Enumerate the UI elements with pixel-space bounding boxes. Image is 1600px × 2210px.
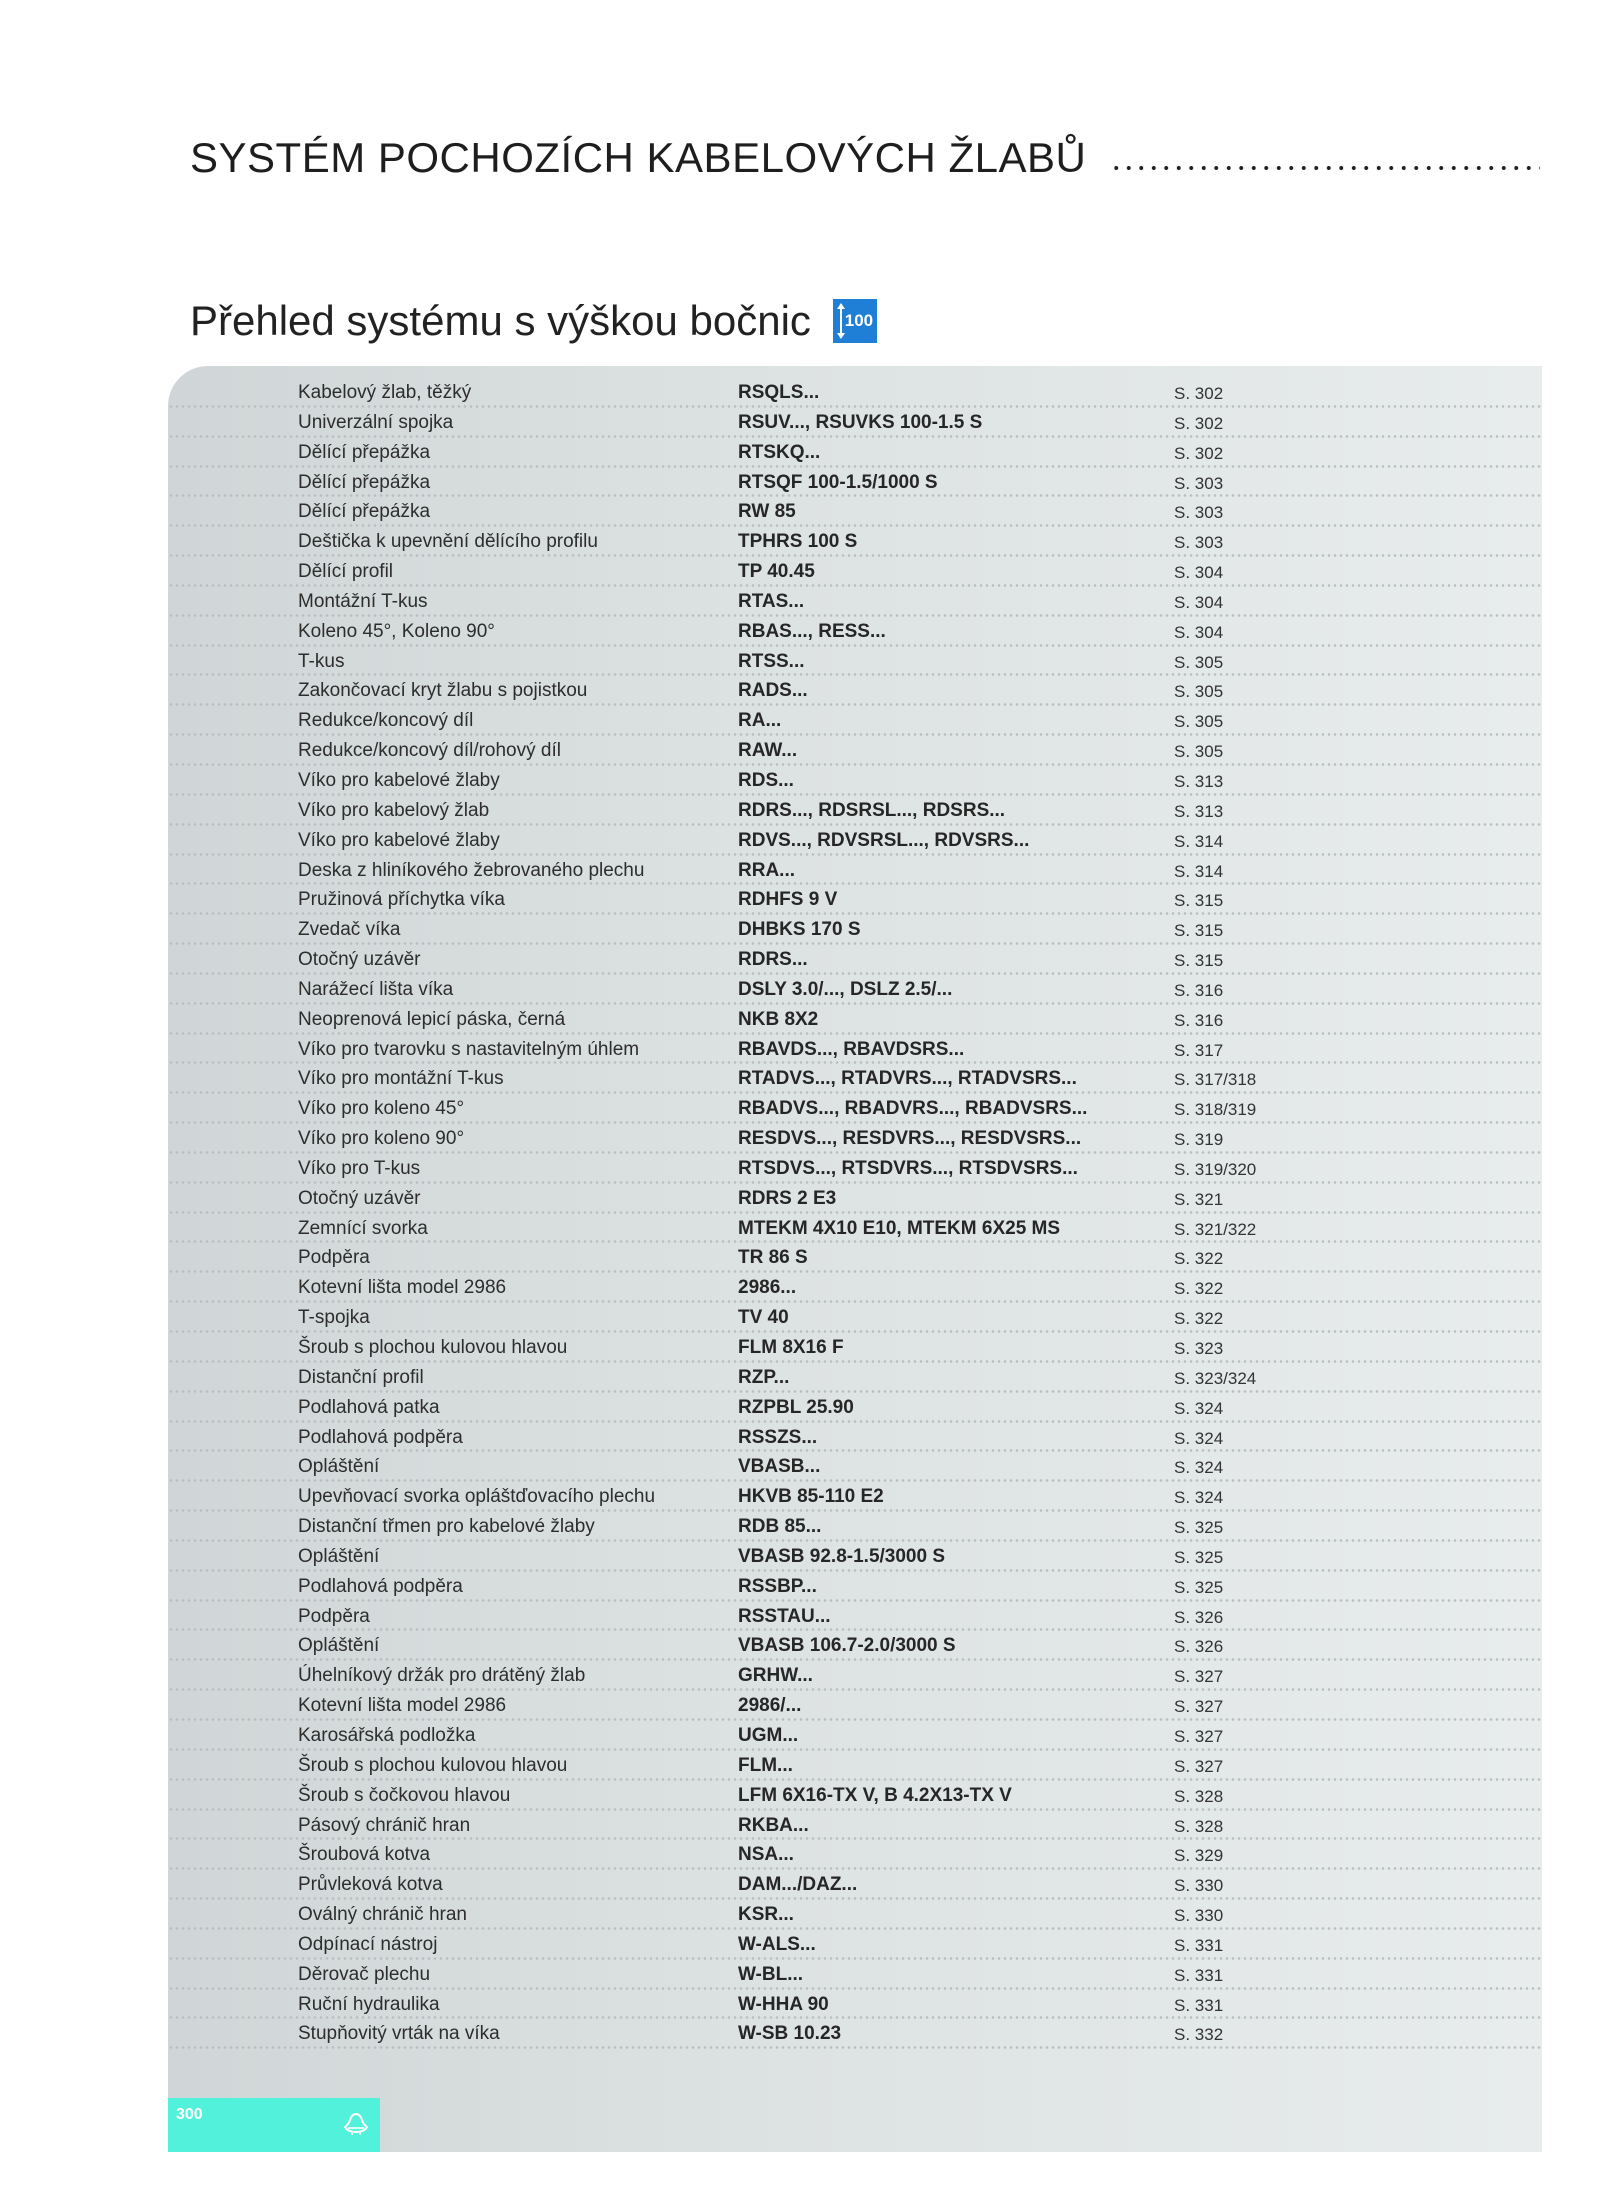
item-code: DAM.../DAZ... — [738, 1874, 858, 1896]
item-name: Dělící profil — [298, 561, 394, 583]
list-item — [168, 1900, 1542, 1930]
list-item — [168, 1512, 1542, 1542]
item-code: RSSTAU... — [738, 1605, 831, 1627]
list-item — [168, 408, 1542, 438]
list-item — [168, 378, 1542, 408]
height-100-badge — [833, 299, 877, 343]
item-page: S. 328 — [1174, 1786, 1224, 1806]
list-item — [168, 1691, 1542, 1721]
item-code: RADS... — [738, 680, 808, 702]
item-page: S. 305 — [1174, 712, 1224, 732]
item-page: S. 324 — [1174, 1458, 1224, 1478]
item-name: Podlahová podpěra — [298, 1426, 463, 1448]
item-page: S. 319 — [1174, 1130, 1224, 1150]
item-code: RDRS 2 E3 — [738, 1187, 837, 1209]
item-code: RRA... — [738, 859, 795, 881]
item-page: S. 304 — [1174, 622, 1224, 642]
list-item — [168, 2019, 1542, 2049]
item-code: RDRS... — [738, 949, 808, 971]
item-page: S. 315 — [1174, 921, 1224, 941]
item-code: RTAS... — [738, 590, 805, 612]
dotted-leader — [1110, 164, 1540, 172]
list-item — [168, 1452, 1542, 1482]
list-item — [168, 1094, 1542, 1124]
list-item — [168, 1751, 1542, 1781]
item-code: TPHRS 100 S — [738, 531, 858, 553]
item-name: Podpěra — [298, 1605, 370, 1627]
item-code: W-ALS... — [738, 1933, 816, 1955]
item-code: RSQLS... — [738, 382, 820, 403]
item-name: Podlahová podpěra — [298, 1575, 463, 1597]
section-heading — [190, 297, 877, 345]
item-page: S. 331 — [1174, 1935, 1224, 1955]
item-page: S. 327 — [1174, 1697, 1224, 1717]
item-page: S. 327 — [1174, 1667, 1224, 1687]
item-name: Otočný uzávěr — [298, 949, 421, 971]
item-name: Víko pro montážní T-kus — [298, 1068, 504, 1090]
item-name: Kabelový žlab, těžký — [298, 382, 472, 403]
item-name: Zakončovací kryt žlabu s pojistkou — [298, 680, 588, 702]
item-name: Odpínací nástroj — [298, 1933, 438, 1955]
item-code: UGM... — [738, 1724, 799, 1746]
item-page: S. 302 — [1174, 384, 1224, 403]
item-page: S. 326 — [1174, 1607, 1224, 1627]
item-code: VBASB 106.7-2.0/3000 S — [738, 1635, 956, 1657]
list-item — [168, 1184, 1542, 1214]
item-page: S. 326 — [1174, 1637, 1224, 1657]
page-tab — [168, 2098, 380, 2152]
item-name: Opláštění — [298, 1545, 380, 1567]
list-item — [168, 885, 1542, 915]
item-page: S. 304 — [1174, 563, 1224, 583]
item-page: S. 330 — [1174, 1906, 1224, 1926]
list-item — [168, 1960, 1542, 1990]
item-code: W-HHA 90 — [738, 1993, 829, 2015]
item-code: RDHFS 9 V — [738, 889, 838, 911]
list-item — [168, 975, 1542, 1005]
list-item — [168, 557, 1542, 587]
item-code: RTSQF 100-1.5/1000 S — [738, 471, 938, 493]
item-page: S. 321/322 — [1174, 1219, 1257, 1239]
item-name: Víko pro tvarovku s nastavitelným úhlem — [298, 1038, 640, 1060]
item-name: Deštička k upevnění dělícího profilu — [298, 531, 598, 553]
list-item — [168, 587, 1542, 617]
item-code: HKVB 85-110 E2 — [738, 1486, 884, 1508]
item-page: S. 317/318 — [1174, 1070, 1257, 1090]
item-page: S. 305 — [1174, 682, 1224, 702]
item-page: S. 316 — [1174, 1010, 1224, 1030]
item-name: Univerzální spojka — [298, 411, 454, 433]
item-code: 2986... — [738, 1277, 797, 1299]
item-name: Narážecí lišta víka — [298, 978, 454, 1000]
item-name: Neoprenová lepicí páska, černá — [298, 1008, 566, 1030]
item-page: S. 331 — [1174, 1995, 1224, 2015]
list-item — [168, 1811, 1542, 1841]
item-name: Šroub s plochou kulovou hlavou — [298, 1337, 568, 1358]
item-page: S. 319/320 — [1174, 1159, 1257, 1179]
item-name: Pružinová příchytka víka — [298, 889, 505, 911]
item-page: S. 324 — [1174, 1488, 1224, 1508]
item-page: S. 313 — [1174, 771, 1224, 791]
item-page: S. 305 — [1174, 652, 1224, 672]
item-name: Karosářská podložka — [298, 1724, 476, 1746]
list-item — [168, 736, 1542, 766]
item-code: RDVS..., RDVSRSL..., RDVSRS... — [738, 829, 1030, 851]
item-code: RBAVDS..., RBAVDSRS... — [738, 1038, 965, 1060]
list-item — [168, 945, 1542, 975]
item-name: Redukce/koncový díl — [298, 710, 474, 732]
overview-list — [168, 378, 1542, 2049]
item-name: Pásový chránič hran — [298, 1814, 471, 1836]
item-page: S. 327 — [1174, 1726, 1224, 1746]
page-header — [190, 122, 1540, 182]
item-code: TR 86 S — [738, 1247, 808, 1269]
item-code: W-SB 10.23 — [738, 2023, 842, 2045]
item-name: Dělící přepážka — [298, 441, 431, 463]
item-page: S. 324 — [1174, 1428, 1224, 1448]
list-item — [168, 438, 1542, 468]
item-page: S. 318/319 — [1174, 1100, 1257, 1120]
list-item — [168, 1990, 1542, 2020]
item-name: Opláštění — [298, 1456, 380, 1478]
item-page: S. 323 — [1174, 1339, 1224, 1358]
item-name: Oválný chránič hran — [298, 1904, 467, 1926]
item-name: Koleno 45°, Koleno 90° — [298, 620, 495, 642]
item-name: Zemnící svorka — [298, 1217, 428, 1239]
item-code: RTSKQ... — [738, 441, 821, 463]
item-page: S. 316 — [1174, 980, 1224, 1000]
list-item — [168, 796, 1542, 826]
list-item — [168, 1930, 1542, 1960]
item-name: Šroub s plochou kulovou hlavou — [298, 1754, 568, 1776]
list-item — [168, 1542, 1542, 1572]
item-page: S. 313 — [1174, 801, 1224, 821]
item-name: Víko pro koleno 90° — [298, 1128, 465, 1150]
item-code: RAW... — [738, 740, 798, 762]
item-code: RBAS..., RESS... — [738, 620, 886, 642]
item-page: S. 322 — [1174, 1279, 1224, 1299]
item-name: Podlahová patka — [298, 1396, 440, 1418]
list-item — [168, 1243, 1542, 1273]
item-name: Víko pro kabelový žlab — [298, 799, 490, 821]
vertical-arrow-icon — [837, 303, 845, 339]
item-page: S. 327 — [1174, 1756, 1224, 1776]
list-item — [168, 647, 1542, 677]
item-name: Podpěra — [298, 1247, 370, 1269]
item-page: S. 331 — [1174, 1965, 1224, 1985]
item-name: Otočný uzávěr — [298, 1187, 421, 1209]
cable-tray-icon — [340, 2108, 372, 2140]
item-page: S. 315 — [1174, 891, 1224, 911]
item-name: Stupňovitý vrták na víka — [298, 2023, 500, 2045]
list-item — [168, 1303, 1542, 1333]
item-code: MTEKM 4X10 E10, MTEKM 6X25 MS — [738, 1217, 1061, 1239]
list-item — [168, 468, 1542, 498]
badge-value: 100 — [844, 311, 874, 330]
section-title: Přehled systému s výškou bočnic — [190, 297, 811, 344]
page-number: 300 — [176, 2106, 203, 2123]
list-item — [168, 1870, 1542, 1900]
list-item — [168, 1631, 1542, 1661]
item-name: Dělící přepážka — [298, 501, 431, 523]
item-page: S. 322 — [1174, 1309, 1224, 1329]
list-item — [168, 915, 1542, 945]
item-code: DHBKS 170 S — [738, 919, 861, 941]
item-page: S. 332 — [1174, 2025, 1224, 2045]
item-name: Deska z hliníkového žebrovaného plechu — [298, 859, 645, 881]
list-item — [168, 856, 1542, 886]
item-page: S. 329 — [1174, 1846, 1224, 1866]
list-item — [168, 1661, 1542, 1691]
item-code: RTADVS..., RTADVRS..., RTADVSRS... — [738, 1068, 1077, 1090]
item-name: Ruční hydraulika — [298, 1993, 440, 2015]
item-name: T-spojka — [298, 1307, 370, 1329]
item-page: S. 324 — [1174, 1398, 1224, 1418]
list-item — [168, 1602, 1542, 1632]
item-code: TV 40 — [738, 1307, 789, 1329]
item-page: S. 322 — [1174, 1249, 1224, 1269]
item-page: S. 328 — [1174, 1816, 1224, 1836]
item-name: Kotevní lišta model 2986 — [298, 1277, 507, 1299]
list-item — [168, 826, 1542, 856]
item-name: Víko pro T-kus — [298, 1157, 421, 1179]
overview-panel — [168, 366, 1542, 2152]
list-item — [168, 1273, 1542, 1303]
item-code: RSUV..., RSUVKS 100-1.5 S — [738, 411, 983, 433]
item-code: RDS... — [738, 769, 794, 791]
item-name: Šroub s čočkovou hlavou — [298, 1784, 511, 1806]
item-code: VBASB 92.8-1.5/3000 S — [738, 1545, 946, 1567]
item-page: S. 325 — [1174, 1547, 1224, 1567]
item-name: Úhelníkový držák pro drátěný žlab — [298, 1665, 586, 1687]
item-name: Distanční profil — [298, 1366, 424, 1388]
list-item — [168, 1035, 1542, 1065]
list-item — [168, 1423, 1542, 1453]
item-name: Dělící přepážka — [298, 471, 431, 493]
list-item — [168, 497, 1542, 527]
item-name: Upevňovací svorka opláštďovacího plechu — [298, 1486, 656, 1508]
list-item — [168, 1154, 1542, 1184]
list-item — [168, 676, 1542, 706]
page-title: SYSTÉM POCHOZÍCH KABELOVÝCH ŽLABŮ — [190, 134, 1087, 181]
item-name: Redukce/koncový díl/rohový díl — [298, 740, 561, 762]
item-name: Opláštění — [298, 1635, 380, 1657]
item-name: T-kus — [298, 650, 345, 672]
item-code: FLM 8X16 F — [738, 1337, 844, 1358]
list-item — [168, 1005, 1542, 1035]
item-page: S. 317 — [1174, 1040, 1224, 1060]
item-code: RSSZS... — [738, 1426, 818, 1448]
item-page: S. 303 — [1174, 533, 1224, 553]
list-item — [168, 617, 1542, 647]
item-page: S. 323/324 — [1174, 1368, 1257, 1388]
item-code: VBASB... — [738, 1456, 821, 1478]
item-code: NSA... — [738, 1844, 794, 1866]
item-code: GRHW... — [738, 1665, 813, 1687]
item-code: RTSDVS..., RTSDVRS..., RTSDVSRS... — [738, 1157, 1078, 1179]
item-name: Zvedač víka — [298, 919, 401, 941]
item-code: RTSS... — [738, 650, 805, 672]
item-page: S. 302 — [1174, 413, 1224, 433]
item-code: W-BL... — [738, 1963, 804, 1985]
list-item — [168, 1124, 1542, 1154]
list-item — [168, 1393, 1542, 1423]
item-name: Šroubová kotva — [298, 1844, 431, 1866]
item-code: NKB 8X2 — [738, 1008, 819, 1030]
item-page: S. 302 — [1174, 443, 1224, 463]
item-code: RW 85 — [738, 501, 796, 523]
item-page: S. 314 — [1174, 831, 1224, 851]
item-page: S. 304 — [1174, 592, 1224, 612]
item-page: S. 330 — [1174, 1876, 1224, 1896]
list-item — [168, 1064, 1542, 1094]
item-page: S. 314 — [1174, 861, 1224, 881]
item-page: S. 303 — [1174, 503, 1224, 523]
item-name: Děrovač plechu — [298, 1963, 431, 1985]
item-name: Víko pro kabelové žlaby — [298, 829, 500, 851]
item-code: LFM 6X16-TX V, B 4.2X13-TX V — [738, 1784, 1012, 1806]
list-item — [168, 706, 1542, 736]
item-page: S. 321 — [1174, 1189, 1224, 1209]
item-code: RDRS..., RDSRSL..., RDSRS... — [738, 799, 1006, 821]
item-page: S. 315 — [1174, 951, 1224, 971]
item-page: S. 325 — [1174, 1577, 1224, 1597]
list-item — [168, 1482, 1542, 1512]
list-item — [168, 1333, 1542, 1363]
list-item — [168, 1214, 1542, 1244]
item-code: RDB 85... — [738, 1516, 822, 1538]
item-code: RBADVS..., RBADVRS..., RBADVSRS... — [738, 1098, 1088, 1120]
item-page: S. 305 — [1174, 742, 1224, 762]
list-item — [168, 527, 1542, 557]
item-code: RSSBP... — [738, 1575, 817, 1597]
list-item — [168, 766, 1542, 796]
list-item — [168, 1572, 1542, 1602]
item-name: Víko pro kabelové žlaby — [298, 769, 500, 791]
list-item — [168, 1781, 1542, 1811]
item-name: Montážní T-kus — [298, 590, 428, 612]
item-name: Distanční třmen pro kabelové žlaby — [298, 1516, 595, 1538]
item-name: Průvleková kotva — [298, 1874, 443, 1896]
item-code: 2986/... — [738, 1695, 802, 1717]
item-code: RKBA... — [738, 1814, 809, 1836]
list-item — [168, 1840, 1542, 1870]
list-item — [168, 1721, 1542, 1751]
item-code: RESDVS..., RESDVRS..., RESDVSRS... — [738, 1128, 1082, 1150]
item-name: Víko pro koleno 45° — [298, 1098, 465, 1120]
item-code: DSLY 3.0/..., DSLZ 2.5/... — [738, 978, 953, 1000]
item-page: S. 325 — [1174, 1518, 1224, 1538]
item-code: RA... — [738, 710, 782, 732]
item-name: Kotevní lišta model 2986 — [298, 1695, 507, 1717]
item-code: RZP... — [738, 1366, 790, 1388]
item-code: KSR... — [738, 1904, 794, 1926]
item-page: S. 303 — [1174, 473, 1224, 493]
item-code: FLM... — [738, 1754, 793, 1776]
item-code: TP 40.45 — [738, 561, 815, 583]
item-code: RZPBL 25.90 — [738, 1396, 854, 1418]
list-item — [168, 1363, 1542, 1393]
